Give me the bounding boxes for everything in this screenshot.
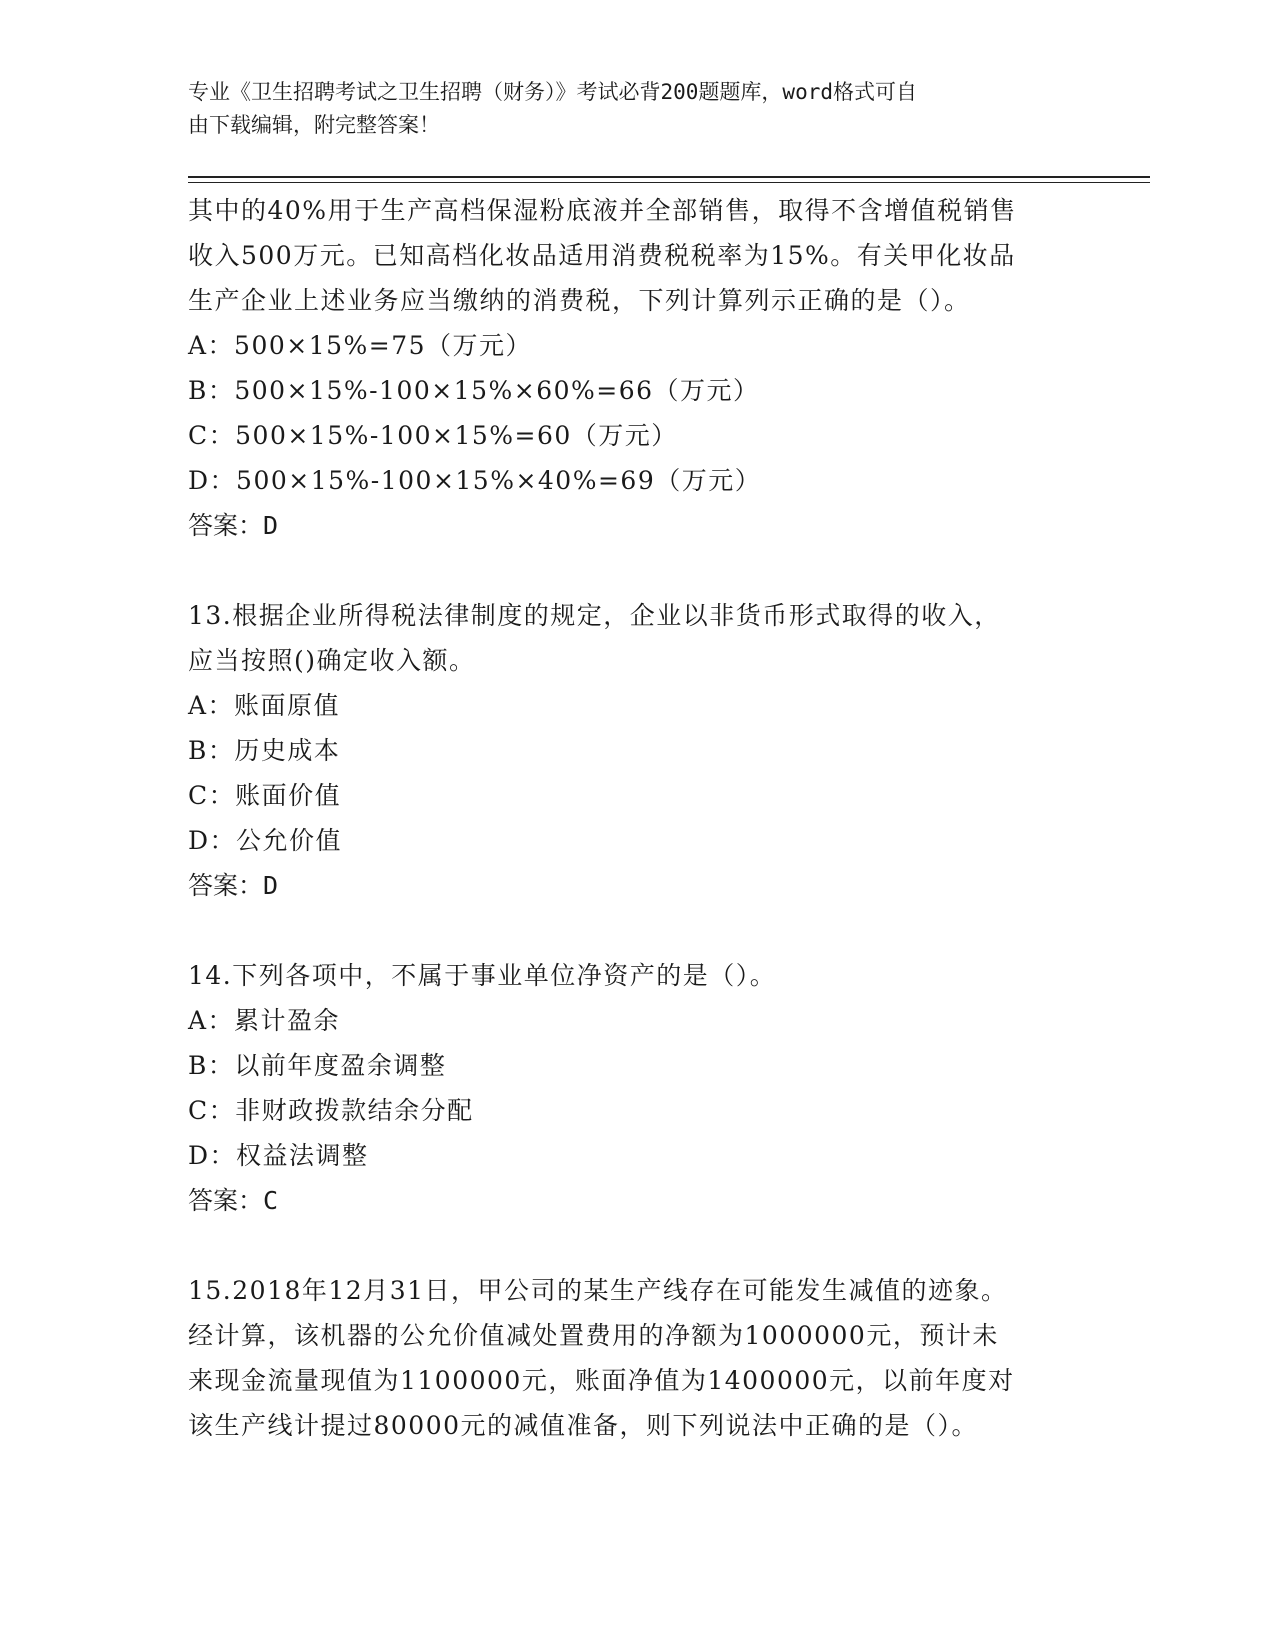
header-divider-thin (188, 182, 1150, 183)
spacer (188, 548, 1088, 593)
question-text-line: 13.根据企业所得税法律制度的规定，企业以非货币形式取得的收入， (188, 601, 1001, 630)
question-text-line: 14.下列各项中，不属于事业单位净资产的是（）。 (188, 961, 777, 990)
option-a: A：账面原值 (188, 691, 341, 720)
option-c: C：非财政拨款结余分配 (188, 1096, 474, 1125)
option-b: B：500×15%-100×15%×60%=66（万元） (188, 376, 760, 405)
question-text-line: 其中的40%用于生产高档保湿粉底液并全部销售，取得不含增值税销售 (188, 196, 1017, 225)
answer: 答案：D (188, 871, 279, 900)
header-line-1: 专业《卫生招聘考试之卫生招聘（财务）》考试必背200题题库，word格式可自 (188, 80, 917, 104)
option-d: D：500×15%-100×15%×40%=69（万元） (188, 466, 762, 495)
question-text-line: 收入500万元。已知高档化妆品适用消费税税率为15%。有关甲化妆品 (188, 241, 1016, 270)
option-c: C：账面价值 (188, 781, 342, 810)
question-text-line: 应当按照()确定收入额。 (188, 646, 476, 675)
option-b: B：历史成本 (188, 736, 341, 765)
document-header (188, 76, 1068, 142)
option-d: D：权益法调整 (188, 1141, 369, 1170)
option-a: A：累计盈余 (188, 1006, 341, 1035)
option-c: C：500×15%-100×15%=60（万元） (188, 421, 678, 450)
answer: 答案：C (188, 1186, 279, 1215)
question-12 (188, 188, 1088, 548)
option-a: A：500×15%=75（万元） (188, 331, 533, 360)
question-text-line: 生产企业上述业务应当缴纳的消费税，下列计算列示正确的是（）。 (188, 286, 971, 315)
answer: 答案：D (188, 511, 279, 540)
question-text-line: 来现金流量现值为1100000元，账面净值为1400000元，以前年度对 (188, 1366, 1015, 1395)
question-text-line: 该生产线计提过80000元的减值准备，则下列说法中正确的是（）。 (188, 1411, 979, 1440)
question-text-line: 经计算，该机器的公允价值减处置费用的净额为1000000元，预计未 (188, 1321, 999, 1350)
option-d: D：公允价值 (188, 826, 343, 855)
header-divider-thick (188, 176, 1150, 178)
document-body (188, 188, 1088, 1448)
question-14 (188, 953, 1088, 1223)
header-line-2: 由下载编辑，附完整答案！ (188, 113, 440, 137)
option-b: B：以前年度盈余调整 (188, 1051, 447, 1080)
spacer (188, 908, 1088, 953)
question-13 (188, 593, 1088, 908)
question-text-line: 15.2018年12月31日，甲公司的某生产线存在可能发生减值的迹象。 (188, 1276, 1008, 1305)
question-15 (188, 1268, 1088, 1448)
spacer (188, 1223, 1088, 1268)
